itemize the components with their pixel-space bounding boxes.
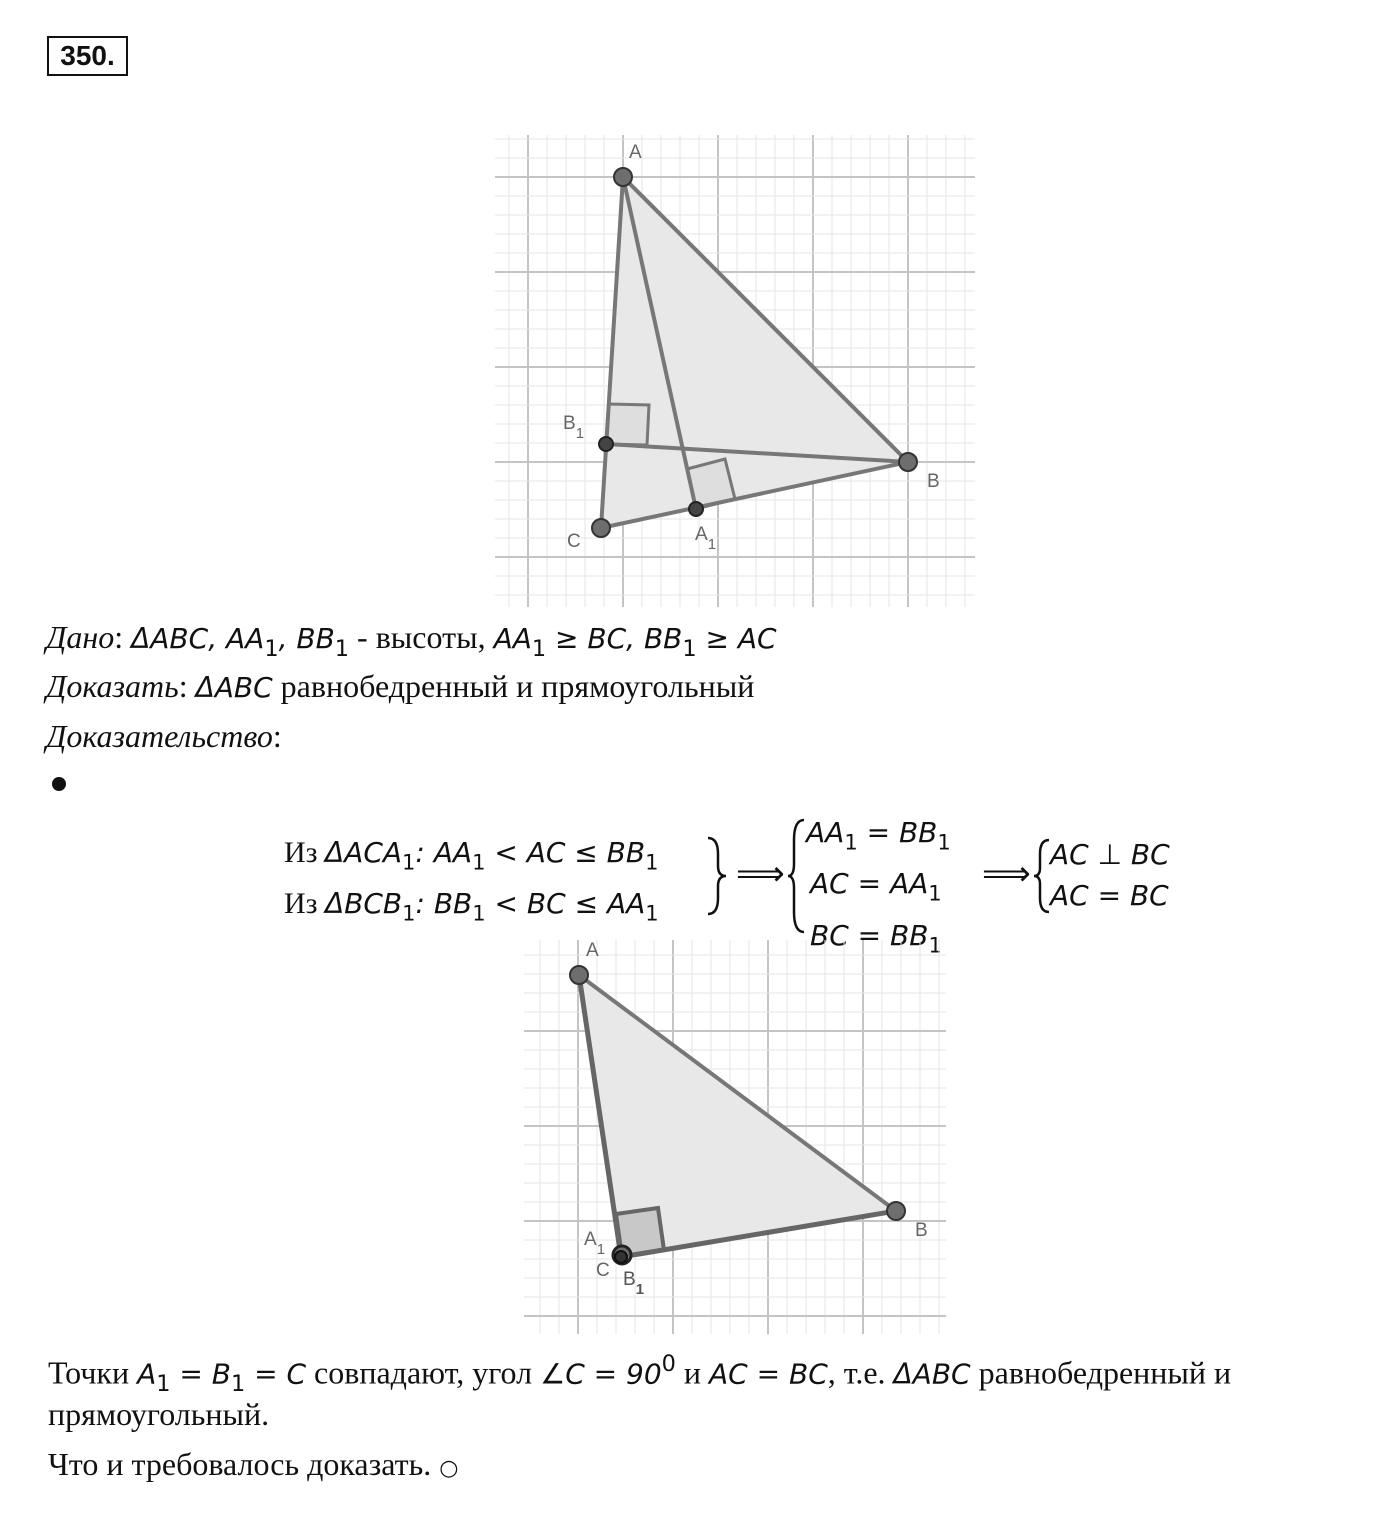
label-a1-sub-2: 1: [596, 1241, 606, 1258]
figure-1-triangle: [495, 135, 975, 607]
system-1-row-3: BC = $BB_1$: [810, 918, 942, 958]
arrow-2: ⟹: [982, 854, 1031, 894]
arrow-1: ⟹: [736, 854, 785, 894]
label-c-2: C: [596, 1260, 610, 1281]
conclusion-line-1: Точки $A_1 = B_1 = C$ совпадают, угол ∠C = $90^0$ и AC = BC, т.е. ΔABC равнобедренный и: [48, 1351, 1232, 1398]
point-a-2: [570, 966, 588, 984]
problem-number: 350.: [47, 36, 128, 76]
prove-label: Доказать: [46, 668, 179, 704]
label-b: B: [927, 471, 940, 492]
system-2-row-2: AC = BC: [1050, 879, 1169, 912]
right-brace-1: [704, 836, 728, 916]
label-a1: A: [695, 524, 708, 545]
label-a1-sub: 1: [707, 536, 717, 553]
proof-line: Доказательство:: [46, 718, 282, 754]
label-a-2: A: [586, 940, 599, 961]
point-b1: [599, 437, 613, 451]
svg-text:B1: [623, 1269, 644, 1298]
system-2: [1050, 834, 1170, 916]
point-a: [614, 168, 632, 186]
given-line: Дано: ΔABC, $AA_1$, $BB_1$ - высоты, $AA_1$ ≥ BC, $BB_1$ ≥ AC: [46, 619, 777, 662]
system-1-row-2: AC = $AA_1$: [810, 867, 942, 906]
label-b1-sub-2: 1: [635, 1281, 645, 1298]
label-b1: B: [563, 413, 576, 434]
svg-text:A1: [584, 1229, 605, 1258]
label-b-2: B: [915, 1220, 928, 1241]
label-a1-2: A: [584, 1229, 597, 1250]
system-2-row-1: AC ⊥ BC: [1050, 838, 1170, 871]
qed-symbol: ○: [439, 1456, 459, 1481]
label-c: C: [567, 531, 581, 552]
derivation-left: [284, 832, 659, 935]
bullet-point: [52, 777, 66, 791]
point-b-2: [887, 1202, 905, 1220]
left-brace-2: [1032, 838, 1052, 914]
point-b: [899, 453, 917, 471]
label-a: A: [629, 142, 642, 163]
system-1-row-1: $AA_1 = BB_1$: [806, 816, 951, 855]
derivation-row-1: Из $\Delta ACA_1$: $AA_1$ < AC ≤ $BB_1$: [284, 836, 659, 875]
right-angle-marker-b1: [606, 404, 649, 445]
derivation-row-2: Из $\Delta BCB_1$: $BB_1$ < BC ≤ $AA_1$: [284, 887, 659, 926]
label-b1-2: B: [623, 1269, 636, 1290]
label-b1-sub: 1: [575, 425, 585, 442]
prove-line: Доказать: ΔABC равнобедренный и прямоугольный: [46, 668, 755, 704]
point-c: [592, 519, 610, 537]
point-a1: [689, 502, 703, 516]
conclusion-line-3: Что и требовалось доказать. ○: [48, 1446, 459, 1482]
svg-text:A1: [695, 524, 716, 553]
left-brace-1: [786, 818, 808, 934]
triangle-abc-fill: [601, 177, 908, 528]
given-label: Дано: [46, 619, 115, 655]
conclusion-line-2: прямоугольный.: [48, 1396, 270, 1432]
figure-2-triangle: [524, 940, 946, 1334]
proof-label: Доказательство: [46, 718, 273, 754]
point-a1-b1-2: [615, 1251, 627, 1263]
